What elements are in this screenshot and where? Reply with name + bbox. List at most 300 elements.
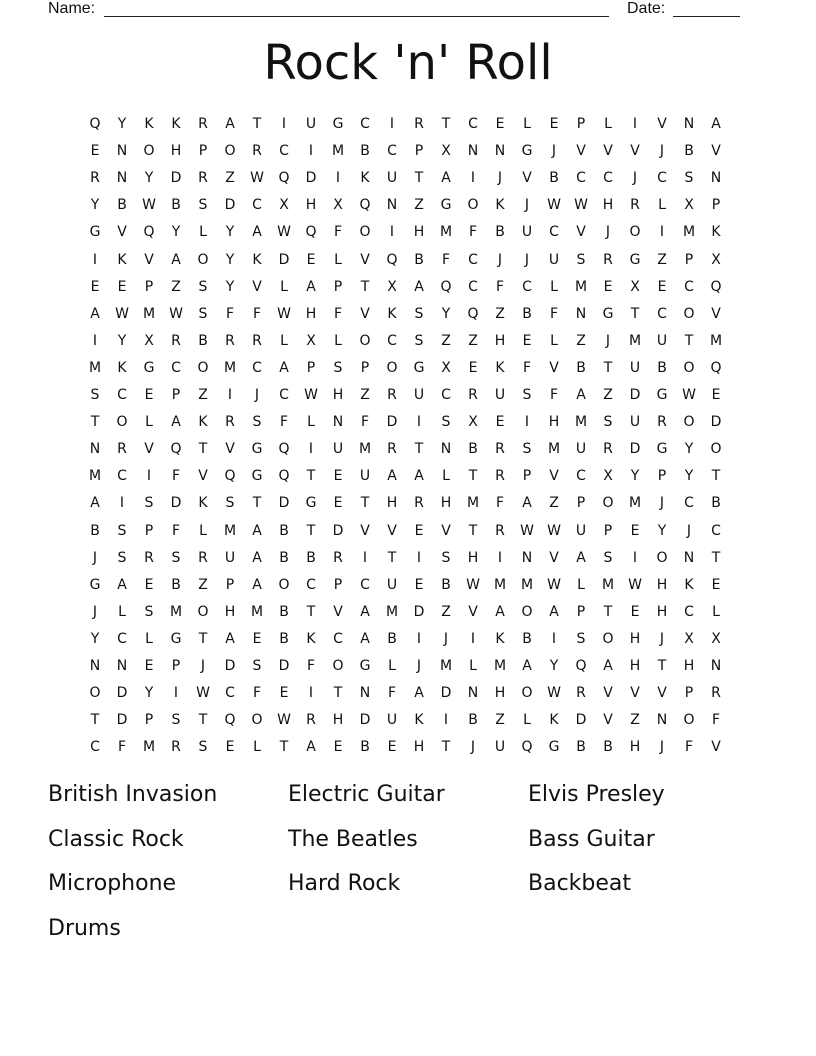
grid-letter: S — [441, 414, 452, 431]
grid-letter: W — [466, 576, 481, 593]
grid-letter: O — [197, 251, 210, 268]
grid-letter: T — [711, 549, 722, 566]
grid-letter: S — [144, 495, 155, 512]
grid-letter: C — [576, 170, 587, 187]
grid-letter: G — [629, 251, 642, 268]
grid-letter: C — [603, 170, 614, 187]
grid-letter: W — [682, 387, 697, 403]
grid-letter: N — [521, 549, 534, 566]
word-list-item: Electric Guitar — [288, 782, 445, 807]
grid-letter: U — [413, 387, 426, 403]
grid-letter: Z — [657, 251, 668, 268]
grid-letter: G — [440, 197, 453, 214]
grid-letter: S — [252, 658, 263, 674]
grid-letter: A — [603, 658, 614, 674]
grid-letter: D — [116, 685, 129, 702]
grid-letter: L — [523, 116, 532, 132]
grid-letter: S — [252, 414, 263, 431]
grid-letter: E — [333, 468, 344, 485]
grid-letter: C — [171, 359, 182, 376]
grid-letter: D — [710, 414, 723, 431]
grid-letter: R — [198, 170, 209, 187]
grid-letter: E — [144, 576, 155, 593]
grid-letter: I — [173, 685, 180, 702]
grid-letter: D — [170, 495, 183, 512]
grid-letter: H — [305, 305, 318, 322]
grid-letter: A — [252, 576, 263, 593]
grid-letter: O — [683, 414, 696, 431]
grid-letter: U — [494, 739, 507, 756]
grid-letter: X — [387, 278, 398, 295]
grid-letter: I — [119, 495, 126, 512]
grid-letter: X — [684, 197, 695, 214]
grid-letter: S — [198, 739, 209, 756]
grid-letter: L — [145, 630, 154, 647]
grid-letter: B — [387, 630, 398, 647]
grid-letter: P — [144, 712, 155, 729]
grid-letter: E — [117, 278, 128, 295]
grid-letter: I — [470, 630, 477, 647]
grid-letter: T — [90, 712, 101, 729]
grid-letter: T — [252, 495, 263, 512]
grid-letter: A — [495, 603, 506, 620]
grid-letter: T — [657, 658, 668, 674]
grid-letter: D — [278, 251, 291, 268]
grid-letter: M — [169, 603, 184, 620]
grid-letter: U — [386, 712, 399, 729]
word-list-item: Microphone — [48, 871, 177, 896]
grid-letter: R — [576, 685, 587, 702]
grid-letter: E — [90, 143, 101, 160]
grid-letter: U — [656, 332, 669, 349]
grid-letter: N — [656, 712, 669, 729]
grid-letter: R — [198, 549, 209, 566]
grid-letter: X — [684, 630, 695, 647]
grid-letter: F — [495, 278, 506, 295]
grid-letter: H — [224, 603, 237, 620]
grid-letter: F — [306, 658, 317, 674]
grid-letter: Q — [143, 224, 156, 241]
grid-letter: F — [333, 305, 344, 322]
grid-letter: V — [549, 468, 560, 485]
grid-letter: P — [171, 387, 182, 403]
grid-letter: Y — [630, 468, 641, 485]
grid-letter: Q — [710, 359, 723, 376]
grid-letter: C — [360, 576, 371, 593]
grid-letter: O — [278, 576, 291, 593]
grid-letter: A — [252, 522, 263, 539]
grid-letter: I — [335, 170, 342, 187]
grid-letter: M — [628, 332, 643, 349]
grid-letter: Q — [359, 197, 372, 214]
grid-letter: I — [92, 332, 99, 349]
grid-letter: R — [657, 414, 668, 431]
grid-letter: D — [629, 387, 642, 403]
grid-letter: E — [387, 739, 398, 756]
grid-letter: L — [280, 332, 289, 349]
grid-letter: M — [88, 359, 103, 376]
grid-letter: I — [281, 116, 288, 132]
grid-letter: E — [144, 658, 155, 674]
grid-letter: W — [520, 522, 535, 539]
grid-letter: N — [116, 170, 129, 187]
grid-letter: S — [117, 522, 128, 539]
grid-letter: Y — [225, 224, 236, 241]
grid-letter: V — [711, 739, 722, 756]
grid-letter: J — [497, 251, 504, 268]
grid-letter: E — [630, 522, 641, 539]
grid-letter: I — [416, 630, 423, 647]
grid-letter: X — [711, 251, 722, 268]
grid-letter: T — [414, 170, 425, 187]
grid-letter: A — [171, 251, 182, 268]
grid-letter: B — [279, 522, 290, 539]
grid-letter: M — [520, 576, 535, 593]
grid-letter: N — [116, 658, 129, 674]
grid-letter: J — [632, 170, 639, 187]
grid-letter: C — [468, 251, 479, 268]
grid-letter: U — [575, 522, 588, 539]
grid-letter: K — [171, 116, 182, 132]
grid-letter: T — [603, 359, 614, 376]
grid-letter: X — [306, 332, 317, 349]
grid-letter: I — [227, 387, 234, 403]
grid-letter: J — [92, 549, 99, 566]
grid-letter: O — [656, 549, 669, 566]
grid-letter: K — [360, 170, 371, 187]
grid-letter: C — [333, 630, 344, 647]
grid-letter: N — [440, 441, 453, 458]
grid-letter: L — [442, 468, 451, 485]
grid-letter: Y — [144, 685, 155, 702]
grid-letter: O — [224, 143, 237, 160]
grid-letter: E — [630, 603, 641, 620]
grid-letter: T — [306, 468, 317, 485]
grid-letter: E — [414, 522, 425, 539]
grid-letter: L — [550, 278, 559, 295]
grid-letter: A — [171, 414, 182, 431]
grid-letter: V — [576, 224, 587, 241]
grid-letter: W — [250, 170, 265, 187]
grid-letter: Q — [224, 712, 237, 729]
grid-letter: S — [144, 603, 155, 620]
grid-letter: Y — [225, 251, 236, 268]
grid-letter: G — [656, 387, 669, 403]
grid-letter: P — [144, 522, 155, 539]
grid-letter: G — [332, 116, 345, 132]
grid-letter: Y — [117, 332, 128, 349]
grid-letter: Y — [171, 224, 182, 241]
grid-letter: U — [386, 170, 399, 187]
grid-letter: A — [360, 603, 371, 620]
grid-letter: R — [603, 441, 614, 458]
grid-letter: D — [332, 522, 345, 539]
grid-letter: B — [90, 522, 101, 539]
grid-letter: E — [711, 387, 722, 403]
grid-letter: R — [414, 495, 425, 512]
grid-letter: F — [225, 305, 236, 322]
grid-letter: Q — [170, 441, 183, 458]
grid-letter: Z — [495, 305, 506, 322]
grid-letter: Y — [441, 305, 452, 322]
grid-letter: R — [171, 332, 182, 349]
grid-letter: Q — [278, 170, 291, 187]
grid-letter: M — [493, 576, 508, 593]
grid-letter: P — [522, 468, 533, 485]
grid-letter: I — [416, 414, 423, 431]
grid-letter: V — [333, 603, 344, 620]
grid-letter: V — [468, 603, 479, 620]
grid-letter: G — [251, 441, 264, 458]
grid-letter: H — [170, 143, 183, 160]
grid-letter: Q — [278, 468, 291, 485]
grid-letter: C — [657, 170, 668, 187]
grid-letter: Q — [89, 116, 102, 132]
grid-letter: V — [360, 522, 371, 539]
grid-letter: L — [334, 251, 343, 268]
grid-letter: B — [279, 603, 290, 620]
grid-letter: A — [279, 359, 290, 376]
grid-letter: B — [441, 576, 452, 593]
grid-letter: K — [252, 251, 263, 268]
grid-letter: P — [360, 359, 371, 376]
grid-letter: B — [576, 359, 587, 376]
grid-letter: I — [308, 441, 315, 458]
grid-letter: O — [143, 143, 156, 160]
grid-letter: C — [522, 278, 533, 295]
grid-letter: F — [522, 359, 533, 376]
grid-letter: D — [305, 170, 318, 187]
grid-letter: M — [439, 224, 454, 241]
grid-letter: V — [360, 305, 371, 322]
grid-letter: X — [711, 630, 722, 647]
grid-letter: I — [470, 170, 477, 187]
grid-letter: A — [414, 278, 425, 295]
grid-letter: S — [414, 332, 425, 349]
grid-letter: I — [389, 116, 396, 132]
grid-letter: X — [279, 197, 290, 214]
grid-letter: S — [576, 251, 587, 268]
grid-letter: Y — [657, 522, 668, 539]
name-label: Name: — [48, 0, 96, 17]
grid-letter: S — [522, 441, 533, 458]
grid-letter: O — [359, 224, 372, 241]
grid-letter: R — [495, 468, 506, 485]
grid-letter: Y — [144, 170, 155, 187]
grid-letter: L — [550, 332, 559, 349]
grid-letter: H — [413, 739, 426, 756]
grid-letter: W — [547, 197, 562, 214]
grid-letter: B — [279, 630, 290, 647]
grid-letter: D — [440, 685, 453, 702]
grid-letter: G — [521, 143, 534, 160]
grid-letter: E — [252, 630, 263, 647]
grid-letter: Y — [549, 658, 560, 674]
grid-letter: J — [524, 251, 531, 268]
grid-letter: U — [575, 441, 588, 458]
grid-letter: V — [252, 278, 263, 295]
grid-letter: S — [576, 630, 587, 647]
grid-letter: A — [252, 224, 263, 241]
grid-letter: D — [413, 603, 426, 620]
grid-letter: H — [305, 197, 318, 214]
grid-letter: E — [522, 332, 533, 349]
grid-letter: P — [576, 116, 587, 132]
grid-letter: B — [171, 197, 182, 214]
grid-letter: B — [306, 549, 317, 566]
grid-letter: K — [117, 251, 128, 268]
word-list-item: British Invasion — [48, 782, 218, 807]
grid-letter: B — [711, 495, 722, 512]
grid-letter: B — [495, 224, 506, 241]
grid-letter: E — [468, 359, 479, 376]
grid-letter: S — [522, 387, 533, 403]
grid-letter: V — [144, 251, 155, 268]
grid-letter: R — [711, 685, 722, 702]
grid-letter: M — [223, 359, 238, 376]
grid-letter: Z — [414, 197, 425, 214]
word-list-item: Hard Rock — [288, 871, 401, 896]
grid-letter: N — [359, 685, 372, 702]
grid-letter: X — [144, 332, 155, 349]
grid-letter: B — [468, 712, 479, 729]
grid-letter: H — [494, 332, 507, 349]
grid-letter: X — [333, 197, 344, 214]
grid-letter: U — [359, 468, 372, 485]
grid-letter: A — [90, 305, 101, 322]
grid-letter: E — [306, 251, 317, 268]
grid-letter: C — [279, 387, 290, 403]
grid-letter: V — [198, 468, 209, 485]
grid-letter: R — [117, 441, 128, 458]
grid-letter: P — [171, 658, 182, 674]
grid-letter: H — [413, 224, 426, 241]
grid-letter: P — [198, 143, 209, 160]
grid-letter: G — [359, 658, 372, 674]
grid-letter: F — [684, 739, 695, 756]
grid-letter: A — [306, 278, 317, 295]
grid-letter: J — [497, 170, 504, 187]
grid-letter: A — [414, 685, 425, 702]
grid-letter: V — [576, 143, 587, 160]
grid-letter: G — [170, 630, 183, 647]
grid-letter: I — [146, 468, 153, 485]
grid-letter: M — [466, 495, 481, 512]
grid-letter: M — [709, 332, 724, 349]
grid-letter: E — [495, 414, 506, 431]
grid-letter: R — [252, 143, 263, 160]
grid-letter: L — [334, 332, 343, 349]
grid-letter: C — [711, 522, 722, 539]
grid-letter: W — [196, 685, 211, 702]
grid-letter: E — [90, 278, 101, 295]
grid-letter: K — [495, 197, 506, 214]
grid-letter: N — [494, 143, 507, 160]
grid-letter: I — [551, 630, 558, 647]
grid-letter: K — [306, 630, 317, 647]
grid-letter: F — [252, 305, 263, 322]
grid-letter: C — [225, 685, 236, 702]
grid-letter: A — [576, 549, 587, 566]
grid-letter: L — [658, 197, 667, 214]
grid-letter: G — [89, 224, 102, 241]
grid-letter: E — [333, 739, 344, 756]
grid-letter: M — [628, 495, 643, 512]
grid-letter: A — [522, 495, 533, 512]
grid-letter: L — [280, 278, 289, 295]
grid-letter: F — [171, 468, 182, 485]
grid-letter: D — [386, 414, 399, 431]
grid-letter: H — [332, 712, 345, 729]
grid-letter: Q — [467, 305, 480, 322]
grid-letter: T — [279, 739, 290, 756]
grid-letter: V — [522, 170, 533, 187]
grid-letter: N — [467, 685, 480, 702]
grid-letter: C — [117, 387, 128, 403]
grid-letter: O — [89, 685, 102, 702]
grid-letter: V — [711, 305, 722, 322]
grid-letter: I — [308, 685, 315, 702]
grid-letter: I — [443, 712, 450, 729]
grid-letter: H — [386, 495, 399, 512]
grid-letter: X — [468, 414, 479, 431]
grid-letter: A — [522, 658, 533, 674]
grid-letter: U — [629, 359, 642, 376]
grid-letter: B — [414, 251, 425, 268]
grid-letter: F — [495, 495, 506, 512]
grid-letter: B — [198, 332, 209, 349]
grid-letter: F — [360, 414, 371, 431]
grid-letter: H — [629, 658, 642, 674]
grid-letter: V — [657, 685, 668, 702]
grid-letter: R — [387, 387, 398, 403]
grid-letter: T — [333, 685, 344, 702]
grid-letter: Z — [225, 170, 236, 187]
grid-letter: Y — [225, 278, 236, 295]
grid-letter: N — [575, 305, 588, 322]
grid-letter: P — [576, 603, 587, 620]
grid-letter: F — [711, 712, 722, 729]
grid-letter: V — [630, 685, 641, 702]
grid-letter: D — [278, 495, 291, 512]
grid-letter: R — [306, 712, 317, 729]
grid-letter: L — [469, 658, 478, 674]
grid-letter: O — [116, 414, 129, 431]
grid-letter: Z — [360, 387, 371, 403]
grid-letter: A — [306, 739, 317, 756]
grid-letter: K — [711, 224, 722, 241]
grid-letter: O — [332, 658, 345, 674]
grid-letter: A — [549, 603, 560, 620]
grid-letter: R — [414, 116, 425, 132]
grid-letter: I — [632, 116, 639, 132]
grid-letter: Y — [684, 441, 695, 458]
grid-letter: V — [603, 143, 614, 160]
grid-letter: N — [683, 116, 696, 132]
grid-letter: O — [251, 712, 264, 729]
grid-letter: Q — [224, 468, 237, 485]
grid-letter: Y — [117, 116, 128, 132]
grid-letter: J — [659, 739, 666, 756]
grid-letter: S — [171, 712, 182, 729]
grid-letter: U — [305, 116, 318, 132]
grid-letter: D — [629, 441, 642, 458]
grid-letter: L — [523, 712, 532, 729]
grid-letter: E — [333, 495, 344, 512]
grid-letter: C — [117, 630, 128, 647]
grid-letter: M — [331, 143, 346, 160]
grid-letter: R — [198, 116, 209, 132]
